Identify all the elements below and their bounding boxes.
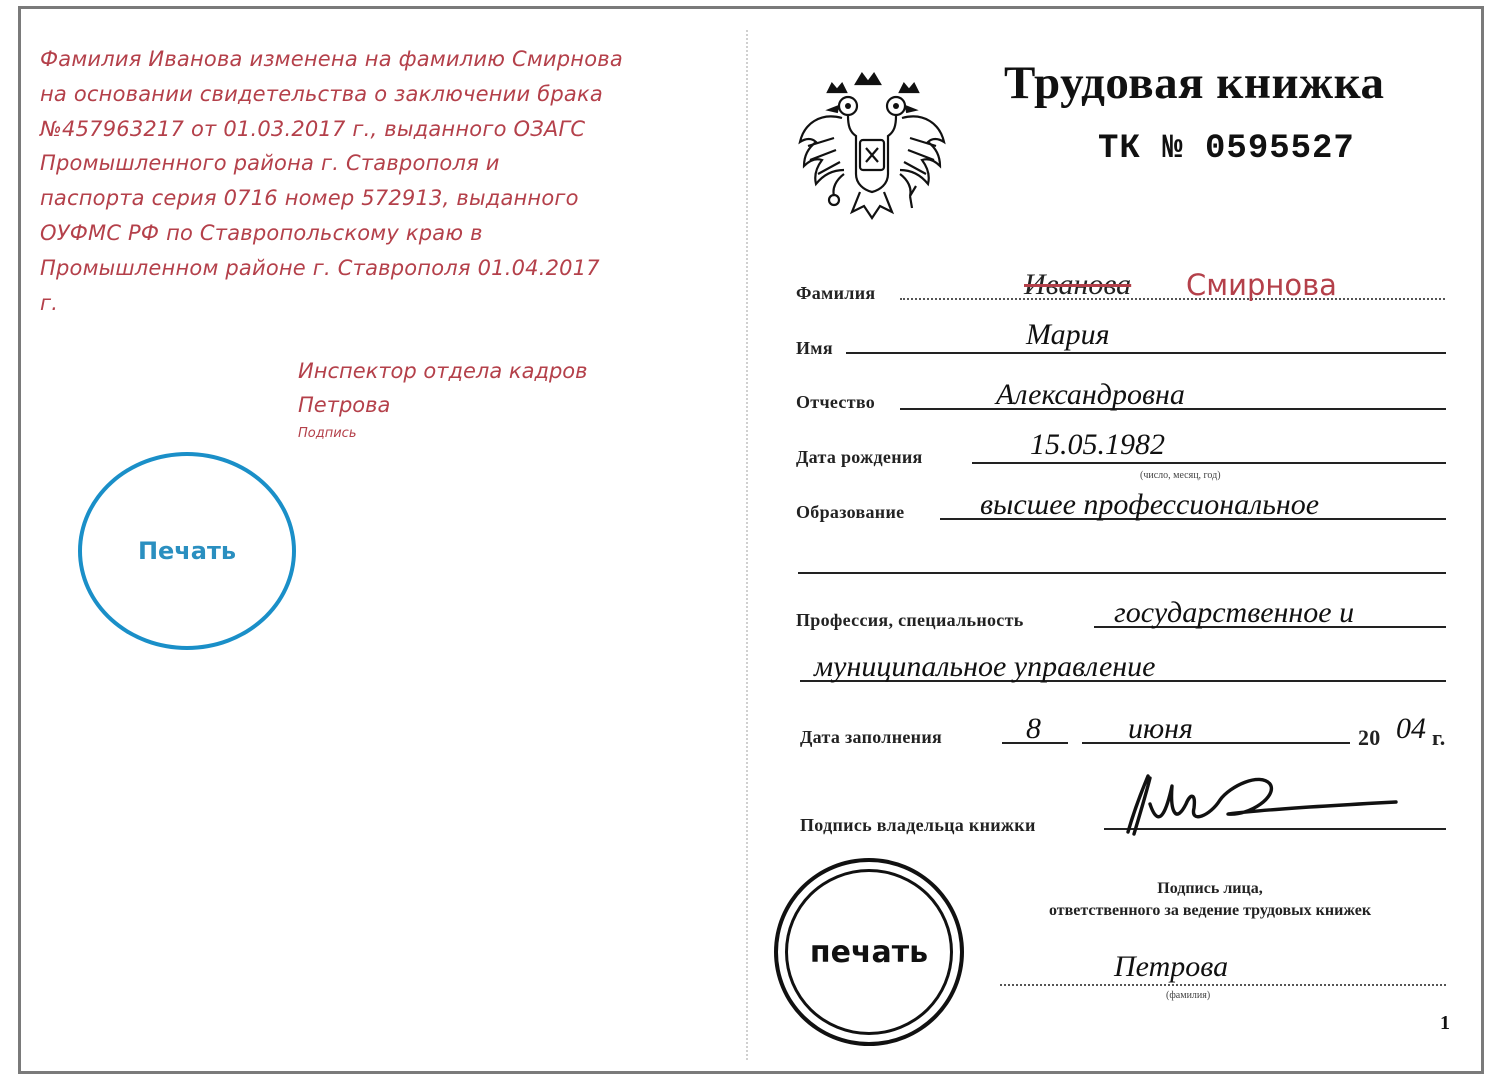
page-fold: [746, 30, 748, 1060]
name-label: Имя: [796, 338, 833, 358]
inspector-block: [298, 354, 588, 444]
note-line: г.: [40, 290, 59, 315]
surname-old-value: Иванова: [1024, 268, 1132, 301]
note-line: на основании свидетельства о заключении брака: [40, 81, 603, 106]
inspector-title: Инспектор отдела кадров: [298, 359, 588, 383]
birthdate-line: [972, 462, 1446, 464]
page-number: 1: [1440, 1012, 1450, 1034]
black-stamp: [774, 858, 964, 1046]
owner-signature-label: Подпись владельца книжки: [800, 815, 1036, 835]
note-line: №457963217 от 01.03.2017 г., выданного ОЗАГС: [40, 116, 586, 141]
note-line: ОУФМС РФ по Ставропольскому краю в: [40, 220, 483, 245]
note-line: Промышленного района г. Ставрополя и: [40, 151, 500, 176]
filled-year-unit: г.: [1432, 725, 1446, 750]
education-value: высшее профессиональное: [980, 488, 1320, 521]
filled-month: июня: [1128, 712, 1193, 745]
note-line: Промышленном районе г. Ставрополя 01.04.2017: [40, 255, 600, 280]
filled-year-prefix: 20: [1358, 725, 1381, 750]
birthdate-hint: (число, месяц, год): [1140, 470, 1221, 481]
responsible-line: [1000, 984, 1446, 986]
surname-new-value: Смирнова: [1186, 268, 1337, 302]
filled-day: 8: [1026, 712, 1041, 745]
profession-value-1: государственное и: [1114, 596, 1355, 629]
surname-change-note: [40, 42, 740, 320]
filled-label: Дата заполнения: [800, 727, 943, 747]
russian-coat-of-arms-icon: [790, 62, 955, 227]
document-number: ТК № 0595527: [1098, 130, 1355, 168]
inspector-signature-label: Подпись: [298, 426, 357, 441]
owner-signature: [1120, 764, 1410, 844]
birthdate-label: Дата рождения: [796, 447, 923, 467]
blue-stamp: [78, 452, 296, 650]
inspector-name: Петрова: [298, 393, 391, 417]
filled-year-suffix: 04: [1396, 712, 1426, 745]
patronymic-value: Александровна: [996, 378, 1185, 411]
responsible-hint: (фамилия): [1166, 990, 1211, 1001]
black-stamp-label: печать: [809, 934, 929, 970]
surname-label: Фамилия: [796, 283, 876, 303]
black-stamp-inner: [785, 869, 953, 1035]
profession-value-2: муниципальное управление: [814, 650, 1156, 683]
responsible-name: Петрова: [1114, 950, 1229, 983]
name-line: [846, 352, 1446, 354]
note-line: Фамилия Иванова изменена на фамилию Смирнова: [40, 47, 623, 71]
patronymic-label: Отчество: [796, 392, 876, 412]
responsible-label-2: ответственного за ведение трудовых книжек: [1048, 902, 1372, 919]
responsible-label: [998, 878, 1422, 922]
blue-stamp-label: Печать: [137, 537, 237, 565]
birthdate-value: 15.05.1982: [1030, 428, 1165, 461]
note-line: паспорта серия 0716 номер 572913, выданного: [40, 186, 579, 211]
surname-line: [900, 298, 1445, 300]
responsible-label-1: Подпись лица,: [1157, 880, 1263, 897]
profession-label: Профессия, специальность: [796, 610, 1024, 630]
filled-month-line: [1082, 742, 1350, 744]
education-label: Образование: [796, 502, 905, 522]
document-title: Трудовая книжка: [1004, 57, 1385, 109]
name-value: Мария: [1026, 318, 1110, 351]
education-line-2: [798, 572, 1446, 574]
